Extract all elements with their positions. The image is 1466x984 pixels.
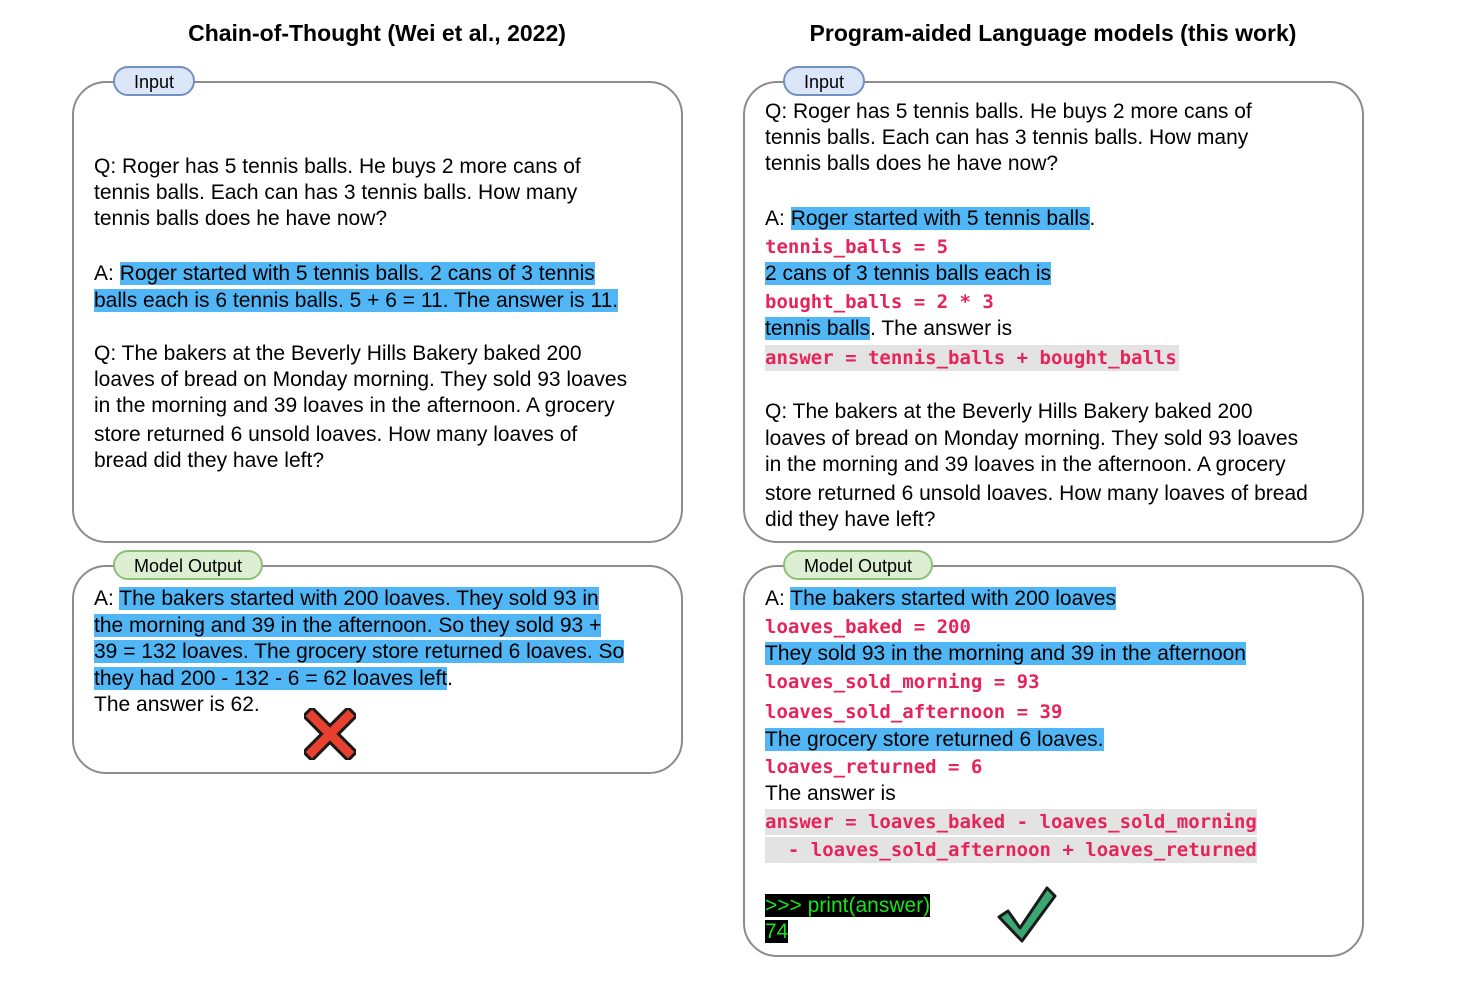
cross-mark-icon [304,708,356,760]
left-output-tag: Model Output [113,550,263,580]
right-q1-line2: tennis balls. Each can has 3 tennis balls. How many [765,126,1249,149]
right-code-answer: answer = tennis_balls + bought_balls [765,347,1177,369]
right-q2-line1: Q: The bakers at the Beverly Hills Bakery baked 200 [765,400,1253,423]
right-output-tag: Model Output [783,550,933,580]
right-code-loaves-returned: loaves_returned = 6 [765,756,983,778]
left-q1-line2: tennis balls. Each can has 3 tennis balls. How many [94,181,578,204]
right-code-final-answer-1: answer = loaves_baked - loaves_sold_morning [765,811,1257,833]
terminal-print-line: >>> print(answer) [765,894,931,917]
left-q2-line5: bread did they have left? [94,449,324,472]
right-out-line1: A: The bakers started with 200 loaves [765,587,1116,610]
right-q1-line3: tennis balls does he have now? [765,152,1059,175]
right-q2-line3: in the morning and 39 loaves in the afternoon. A grocery [765,453,1286,476]
right-out-line4: The answer is [765,782,896,805]
right-out-line2: They sold 93 in the morning and 39 in the afternoon [765,642,1246,665]
left-column-title: Chain-of-Thought (Wei et al., 2022) [188,20,566,46]
right-q2-line4: store returned 6 unsold loaves. How many loaves of bread [765,482,1308,505]
left-out-line1: A: The bakers started with 200 loaves. They sold 93 in [94,587,599,610]
right-q1-line1: Q: Roger has 5 tennis balls. He buys 2 more cans of [765,100,1252,123]
left-out-line2: the morning and 39 in the afternoon. So they sold 93 + [94,614,602,637]
left-a1-line1: A: Roger started with 5 tennis balls. 2 cans of 3 tennis [94,262,595,285]
right-a1-line3: tennis balls. The answer is [765,317,1013,340]
right-column-title: Program-aided Language models (this work) [809,20,1297,46]
left-q2-line1: Q: The bakers at the Beverly Hills Bakery baked 200 [94,342,582,365]
right-code-sold-morning: loaves_sold_morning = 93 [765,671,1040,693]
left-out-line4: they had 200 - 132 - 6 = 62 loaves left. [94,667,453,690]
right-code-bought-balls: bought_balls = 2 * 3 [765,291,994,313]
left-q2-line3: in the morning and 39 loaves in the afternoon. A grocery [94,394,615,417]
right-a1-line2: 2 cans of 3 tennis balls each is [765,262,1052,285]
right-code-loaves-baked: loaves_baked = 200 [765,616,971,638]
right-input-tag: Input [783,66,865,96]
terminal-output-line: 74 [765,920,789,943]
right-code-sold-afternoon: loaves_sold_afternoon = 39 [765,701,1063,723]
left-q1-line3: tennis balls does he have now? [94,207,388,230]
check-mark-icon [995,884,1059,946]
left-input-tag: Input [113,66,195,96]
left-q2-line2: loaves of bread on Monday morning. They sold 93 loaves [94,368,628,391]
left-out-line5: The answer is 62. [94,693,260,716]
left-a1-line2: balls each is 6 tennis balls. 5 + 6 = 11. The answer is 11. [94,289,619,312]
right-q2-line5: did they have left? [765,508,936,531]
right-code-tennis-balls: tennis_balls = 5 [765,236,949,258]
right-out-line3: The grocery store returned 6 loaves. [765,728,1104,751]
left-out-line3: 39 = 132 loaves. The grocery store returned 6 loaves. So [94,640,625,663]
left-q2-line4: store returned 6 unsold loaves. How many loaves of [94,423,578,446]
right-code-final-answer-2: - loaves_sold_afternoon + loaves_returned [765,839,1257,861]
right-q2-line2: loaves of bread on Monday morning. They sold 93 loaves [765,427,1299,450]
right-a1-line1: A: Roger started with 5 tennis balls. [765,207,1096,230]
left-q1-line1: Q: Roger has 5 tennis balls. He buys 2 more cans of [94,155,581,178]
